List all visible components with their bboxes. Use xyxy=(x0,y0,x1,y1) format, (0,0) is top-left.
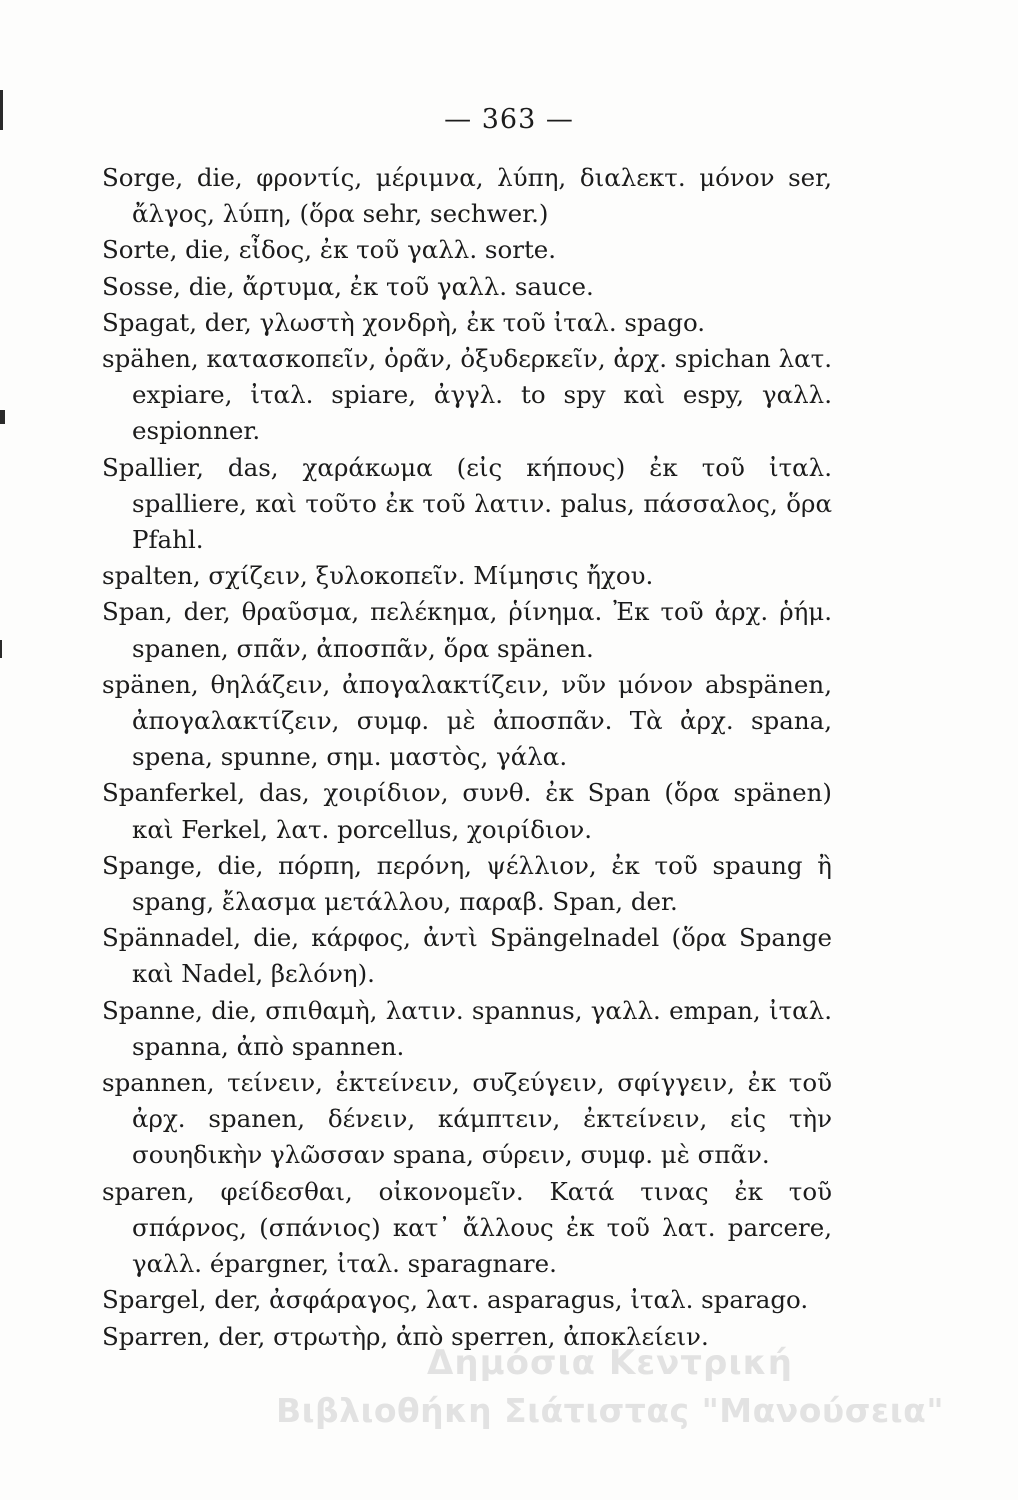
dictionary-entry: Sparren, der, στρωτὴρ, ἀπὸ sperren, ἀποκλείειν. xyxy=(102,1321,709,1351)
dictionary-entry: sparen, φείδεσθαι, οἰκονομεῖν. Κατά τινας ἐκ τοῦ σπάρνος, (σπάνιος) κατ᾽ ἄλλους ἐκ τοῦ λατ. parcere, γαλλ. épargner, ἰταλ. sparagnare. xyxy=(102,1176,832,1279)
dictionary-entry: Spännadel, die, κάρφος, ἀντὶ Spängelnadel (ὅρα Spange καὶ Nadel, βελόνη). xyxy=(102,923,832,989)
dictionary-entry: spähen, κατασκοπεῖν, ὁρᾶν, ὀξυδερκεῖν, ἀρχ. spichan λατ. expiare, ἰταλ. spiare, ἀγγλ. to spy καὶ espy, γαλλ. espionner. xyxy=(102,344,832,446)
dictionary-entry: spänen, θηλάζειν, ἀπογαλακτίζειν, νῦν μόνον abspänen, ἀπογαλακτίζειν, συμφ. μὲ ἀποσπᾶν. Τὰ ἀρχ. spana, spena, spunne, σημ. μαστὸς, γάλα. xyxy=(102,669,832,772)
dictionary-entry: spannen, τείνειν, ἐκτείνειν, συζεύγειν, σφίγγειν, ἐκ τοῦ ἀρχ. spanen, δένειν, κάμπτειν, ἐκτείνειν, εἰς τὴν σουηδικὴν γλῶσσαν spana, σύρειν, συμφ. μὲ σπᾶν. xyxy=(102,1068,832,1170)
page-number: — 363 — xyxy=(444,104,574,135)
dictionary-entry: Span, der, θραῦσμα, πελέκημα, ῥίνημα. Ἐκ τοῦ ἀρχ. ῥήμ. spanen, σπᾶν, ἀποσπᾶν, ὅρα spänen. xyxy=(102,597,832,663)
dictionary-entry: spalten, σχίζειν, ξυλοκοπεῖν. Μίμησις ἤχου. xyxy=(102,561,654,591)
dictionary-entry: Spallier, das, χαράκωμα (εἰς κήπους) ἐκ τοῦ ἰταλ. spalliere, καὶ τοῦτο ἐκ τοῦ λατιν. palus, πάσσαλος, ὅρα Pfahl. xyxy=(102,452,832,555)
dictionary-entry: Spargel, der, ἀσφάραγος, λατ. asparagus, ἰταλ. sparago. xyxy=(102,1285,809,1315)
dictionary-entry: Spange, die, πόρπη, περόνη, ψέλλιον, ἐκ τοῦ spaung ἢ spang, ἔλασμα μετάλλου, παραβ. Span, der. xyxy=(102,850,832,917)
dictionary-entry: Sorte, die, εἶδος, ἐκ τοῦ γαλλ. sorte. xyxy=(102,235,557,265)
dictionary-entries xyxy=(102,160,832,1355)
dictionary-entry: Spanne, die, σπιθαμὴ, λατιν. spannus, γαλλ. empan, ἰταλ. spanna, ἀπὸ spannen. xyxy=(102,995,832,1061)
library-watermark: Δημόσια Κεντρική xyxy=(427,1343,793,1383)
dictionary-entry: Spagat, der, γλωστὴ χονδρὴ, ἐκ τοῦ ἰταλ. spago. xyxy=(102,307,706,337)
page-edge-mark xyxy=(0,410,5,424)
dictionary-entry: Spanferkel, das, χοιρίδιον, συνθ. ἐκ Span (ὅρα spänen) καὶ Ferkel, λατ. porcellus, χοιρίδιον. xyxy=(102,778,832,844)
dictionary-entry: Sorge, die, φροντίς, μέριμνα, λύπη, διαλεκτ. μόνον ser, ἄλγος, λύπη, (ὅρα sehr, sechwer.) xyxy=(102,163,832,229)
page-edge-mark xyxy=(0,640,2,658)
dictionary-entry: Sosse, die, ἄρτυμα, ἐκ τοῦ γαλλ. sauce. xyxy=(102,271,594,301)
library-watermark: Βιβλιοθήκη Σιάτιστας "Μανούσεια" xyxy=(275,1391,945,1430)
